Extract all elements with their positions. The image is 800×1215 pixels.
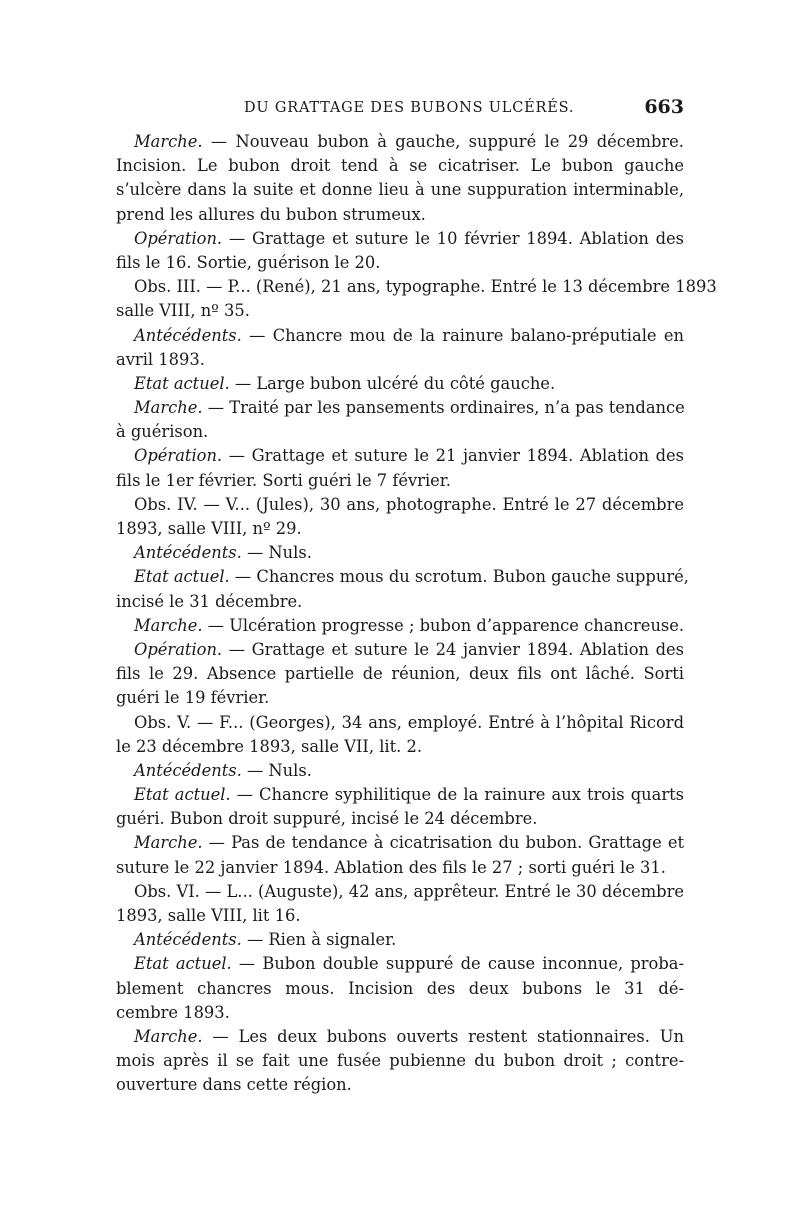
text-segment: à guérison. xyxy=(116,422,209,442)
running-title: DU GRATTAGE DES BUBONS ULCÉRÉS. xyxy=(244,100,575,116)
text-line xyxy=(116,517,684,541)
text-line xyxy=(116,638,684,662)
body-text xyxy=(116,130,717,1098)
section-heading: Etat actuel. xyxy=(134,373,230,393)
text-segment: — Grattage et suture le 10 février 1894. Ablation des xyxy=(222,228,684,248)
text-line xyxy=(116,807,684,831)
text-segment: — Large bubon ulcéré du côté gauche. xyxy=(229,373,556,393)
text-line xyxy=(116,324,684,348)
section-heading: Etat actuel. xyxy=(134,567,230,587)
text-line xyxy=(116,420,684,444)
text-line xyxy=(116,952,684,976)
text-segment: guéri. Bubon droit suppuré, incisé le 24 décembre. xyxy=(116,809,538,829)
text-segment: — Chancre mou de la rainure balano-préputiale en xyxy=(241,325,684,345)
text-segment: Obs. III. — P... (René), 21 ans, typographe. Entré le 13 décembre 1893 xyxy=(134,277,717,297)
text-segment: Obs. V. — F... (Georges), 34 ans, employé. Entré à l’hôpital Ricord xyxy=(134,712,684,732)
text-line xyxy=(116,396,684,420)
text-line xyxy=(116,493,684,517)
section-heading: Marche. xyxy=(134,833,203,853)
section-heading: Antécédents. xyxy=(134,543,242,563)
text-line xyxy=(116,904,684,928)
text-line xyxy=(116,227,684,251)
page-number: 663 xyxy=(644,96,684,118)
text-line xyxy=(116,1025,684,1049)
text-segment: fils le 29. Absence partielle de réunion, deux fils ont lâché. Sorti xyxy=(116,664,684,684)
section-heading: Opération. xyxy=(134,228,223,248)
text-segment: — Rien à signaler. xyxy=(241,930,397,950)
section-heading: Marche. xyxy=(134,132,203,151)
text-segment: mois après il se fait une fusée pubienne du bubon droit ; contre- xyxy=(116,1051,684,1071)
text-segment: — Grattage et suture le 24 janvier 1894. Ablation des xyxy=(222,639,684,659)
text-line xyxy=(116,1049,684,1073)
text-line xyxy=(116,1073,684,1097)
text-line xyxy=(116,541,684,565)
text-line xyxy=(116,178,684,202)
text-segment: 1893, salle VIII, nº 29. xyxy=(116,519,302,538)
text-segment: le 23 décembre 1893, salle VII, lit. 2. xyxy=(116,736,423,756)
text-line xyxy=(116,203,684,227)
text-segment: Obs. IV. — V... (Jules), 30 ans, photographe. Entré le 27 décembre xyxy=(134,494,684,514)
text-segment: guéri le 19 février. xyxy=(116,688,270,708)
text-segment: incisé le 31 décembre. xyxy=(116,591,303,611)
text-segment: suture le 22 janvier 1894. Ablation des fils le 27 ; sorti guéri le 31. xyxy=(116,857,666,877)
text-line xyxy=(116,662,684,686)
text-line xyxy=(116,735,684,759)
text-segment: salle VIII, nº 35. xyxy=(116,301,250,321)
text-line xyxy=(116,759,684,783)
text-line xyxy=(116,711,684,735)
section-heading: Marche. xyxy=(134,398,203,418)
text-line xyxy=(116,977,684,1001)
text-segment: ouverture dans cette région. xyxy=(116,1075,352,1095)
text-segment: — Chancre syphilitique de la rainure aux trois quarts xyxy=(230,785,684,805)
section-heading: Antécédents. xyxy=(134,930,242,950)
text-line xyxy=(116,348,684,372)
text-line xyxy=(116,1001,684,1025)
text-segment: avril 1893. xyxy=(116,349,205,369)
section-heading: Etat actuel. xyxy=(134,954,232,974)
text-line xyxy=(116,831,684,855)
text-segment: — Traité par les pansements ordinaires, n’a pas tendance xyxy=(202,398,685,418)
text-segment: Obs. VI. — L... (Auguste), 42 ans, apprêteur. Entré le 30 décembre xyxy=(134,881,684,901)
text-segment: — Nuls. xyxy=(241,543,312,563)
text-line xyxy=(116,469,684,493)
section-heading: Antécédents. xyxy=(134,760,242,780)
text-line xyxy=(116,880,684,904)
section-heading: Opération. xyxy=(134,639,223,659)
text-line xyxy=(116,154,684,178)
text-line xyxy=(116,372,684,396)
text-segment: cembre 1893. xyxy=(116,1002,230,1022)
text-line xyxy=(116,299,684,323)
text-segment: — Nuls. xyxy=(241,760,312,780)
section-heading: Etat actuel. xyxy=(134,785,231,805)
text-segment: — Chancres mous du scrotum. Bubon gauche suppuré, xyxy=(229,567,689,587)
section-heading: Marche. xyxy=(134,1026,203,1046)
section-heading: Antécédents. xyxy=(134,325,242,345)
text-segment: — Bubon double suppuré de cause inconnue, proba- xyxy=(231,954,684,974)
text-line xyxy=(116,686,684,710)
text-line xyxy=(116,856,684,880)
text-segment: blement chancres mous. Incision des deux bubons le 31 dé- xyxy=(116,978,684,998)
text-segment: s’ulcère dans la suite et donne lieu à une suppuration interminable, xyxy=(116,180,684,200)
text-segment: 1893, salle VIII, lit 16. xyxy=(116,906,301,925)
section-heading: Opération. xyxy=(134,446,223,466)
text-segment: fils le 1er février. Sorti guéri le 7 février. xyxy=(116,470,451,490)
text-line xyxy=(116,783,684,807)
text-line xyxy=(116,565,689,589)
running-head xyxy=(116,96,684,124)
text-line xyxy=(116,275,717,299)
text-line xyxy=(116,928,684,952)
text-line xyxy=(116,130,684,154)
text-segment: prend les allures du bubon strumeux. xyxy=(116,204,426,224)
text-segment: — Les deux bubons ouverts restent stationnaires. Un xyxy=(202,1026,684,1046)
text-segment: — Ulcération progresse ; bubon d’apparence chancreuse. xyxy=(202,615,685,635)
text-line xyxy=(116,590,684,614)
text-segment: — Grattage et suture le 21 janvier 1894. Ablation des xyxy=(222,446,684,466)
section-heading: Marche. xyxy=(134,615,203,635)
text-line xyxy=(116,614,684,638)
text-segment: Incision. Le bubon droit tend à se cicatriser. Le bubon gauche xyxy=(116,156,684,176)
text-segment: — Nouveau bubon à gauche, suppuré le 29 décembre. xyxy=(202,132,684,151)
text-line xyxy=(116,251,684,275)
text-line xyxy=(116,444,684,468)
text-segment: fils le 16. Sortie, guérison le 20. xyxy=(116,252,381,272)
text-segment: — Pas de tendance à cicatrisation du bubon. Grattage et xyxy=(202,833,684,853)
